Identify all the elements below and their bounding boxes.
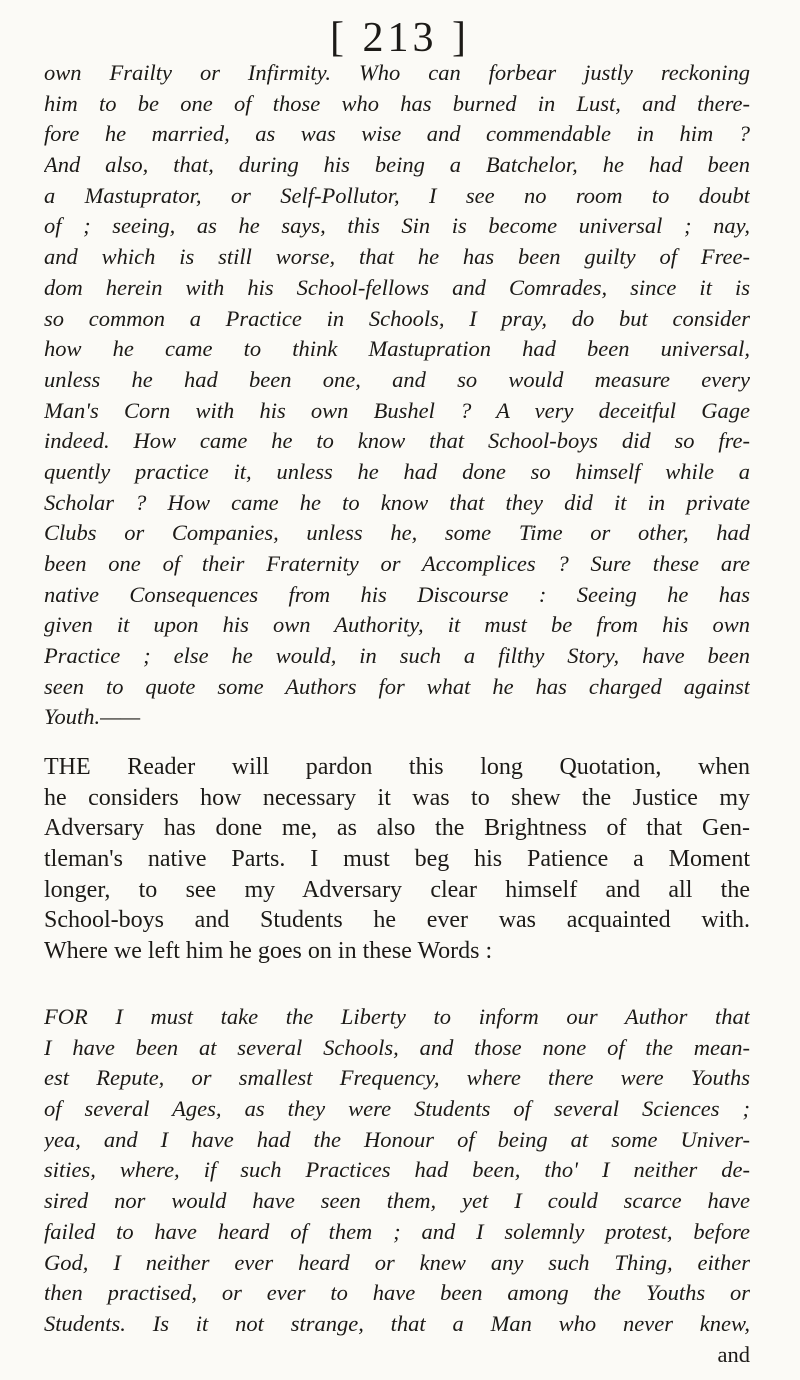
text-line: tleman's native Parts. I must beg his Patience a Moment [44, 846, 750, 873]
text-line: FOR I must take the Liberty to inform our Author that [44, 1004, 750, 1029]
text-line: est Repute, or smallest Frequency, where there were Youths [44, 1065, 750, 1091]
text-line: dom herein with his School-fellows and Comrades, since it is [44, 274, 750, 300]
text-line: THE Reader will pardon this long Quotation, when [44, 754, 750, 780]
text-line: then practised, or ever to have been among the Youths or [44, 1280, 750, 1306]
paragraph-reader [44, 752, 750, 967]
text-line: Where we left him he goes on in these Words : [44, 938, 493, 965]
text-line: And also, that, during his being a Batchelor, he had been [44, 152, 750, 178]
text-line: Students. Is it not strange, that a Man who never knew, [44, 1310, 750, 1336]
text-line: native Consequences from his Discourse : Seeing he has [44, 581, 750, 607]
text-line: sired nor would have seen them, yet I could scarce have [44, 1188, 750, 1214]
text-line: Man's Corn with his own Bushel ? A very deceitful Gage [44, 397, 750, 423]
text-line: School-boys and Students he ever was acquainted with. [44, 907, 750, 934]
text-line: indeed. How came he to know that School-boys did so fre- [44, 428, 750, 454]
text-line: how he came to think Mastupration had been universal, [44, 336, 750, 362]
text-line: I have been at several Schools, and those none of the mean- [44, 1034, 750, 1060]
text-line: God, I neither ever heard or knew any such Thing, either [44, 1249, 750, 1275]
text-line: quently practice it, unless he had done so himself while a [44, 458, 750, 484]
text-line: failed to have heard of them ; and I solemnly protest, before [44, 1218, 750, 1244]
text-line: Adversary has done me, as also the Brightness of that Gen- [44, 815, 750, 842]
paragraph-adversary-quote [44, 1002, 750, 1370]
text-line: a Mastuprator, or Self-Pollutor, I see no room to doubt [44, 182, 750, 208]
text-line: yea, and I have had the Honour of being at some Univer- [44, 1126, 750, 1152]
paragraph-quotation [44, 58, 750, 733]
page-number: [ 213 ] [330, 15, 470, 61]
text-line: given it upon his own Authority, it must be from his own [44, 612, 750, 638]
text-line: own Frailty or Infirmity. Who can forbear justly reckoning [44, 60, 750, 85]
text-line: Practice ; else he would, in such a filthy Story, have been [44, 643, 750, 669]
text-line: Scholar ? How came he to know that they did it in private [44, 489, 750, 515]
text-line: seen to quote some Authors for what he has charged against [44, 673, 750, 699]
text-line: fore he married, as was wise and commendable in him ? [44, 121, 750, 147]
text-line: Youth.—— [44, 704, 141, 730]
text-line: of ; seeing, as he says, this Sin is become universal ; nay, [44, 213, 750, 239]
text-line: so common a Practice in Schools, I pray, do but consider [44, 305, 750, 331]
text-line: sities, where, if such Practices had been, tho' I neither de- [44, 1157, 750, 1183]
text-line: he considers how necessary it was to shew the Justice my [44, 784, 750, 811]
text-line: been one of their Fraternity or Accomplices ? Sure these are [44, 551, 750, 576]
text-line: him to be one of those who has burned in Lust, and there- [44, 90, 750, 116]
text-line: unless he had been one, and so would measure every [44, 366, 750, 392]
text-line: and which is still worse, that he has been guilty of Free- [44, 244, 750, 270]
catchword: and [717, 1341, 750, 1367]
text-line: Clubs or Companies, unless he, some Time or other, had [44, 520, 750, 546]
text-line: longer, to see my Adversary clear himself and all the [44, 876, 750, 903]
text-line: of several Ages, as they were Students of several Sciences ; [44, 1096, 750, 1122]
